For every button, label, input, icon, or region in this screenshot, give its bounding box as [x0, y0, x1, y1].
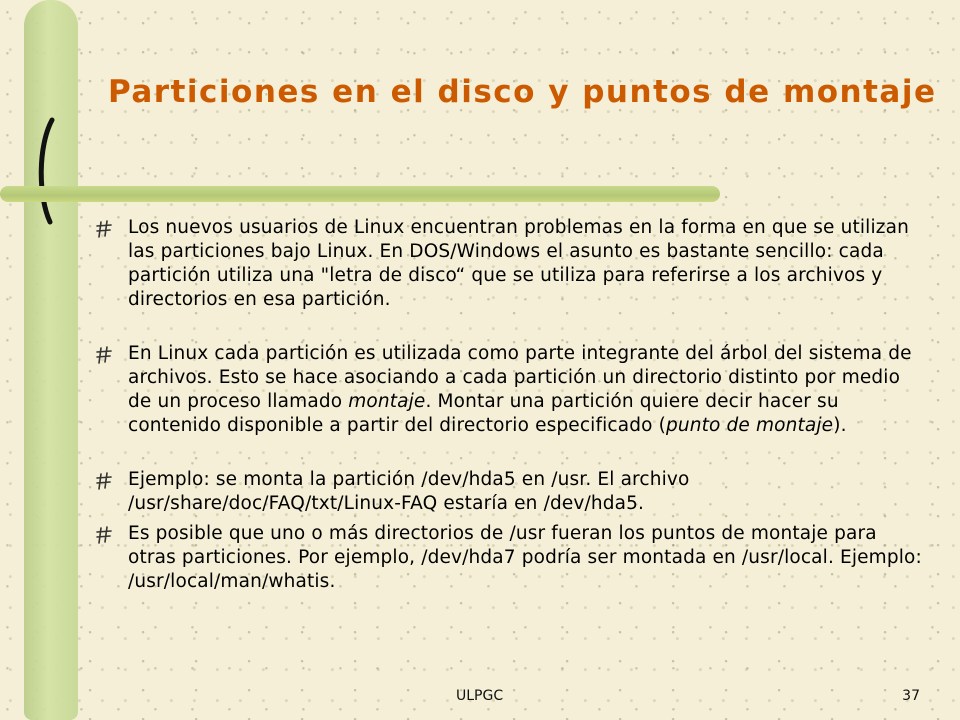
left-decorative-bar	[24, 0, 78, 720]
footer-label: ULPGC	[456, 688, 504, 704]
bullet-text: Los nuevos usuarios de Linux encuentran problemas en la forma en que se utilizan las particiones bajo Linux. En DOS/Windows el asunto es bastante sencillo: cada partición utiliza una "letra de disco“ que se utiliza para referirse a los archivos y directorios en esa partición.	[128, 217, 909, 310]
title-underline-bar	[0, 186, 720, 202]
bullet-item	[96, 216, 926, 312]
page-number: 37	[902, 688, 920, 704]
bullet-text: . Montar una partición quiere decir hacer su contenido disponible a partir del directorio especificado (	[128, 391, 839, 436]
bullet-item	[96, 468, 926, 516]
bullet-marker-icon	[96, 472, 116, 490]
bullet-emphasis: punto de montaje	[665, 415, 834, 436]
bullet-marker-icon	[96, 346, 116, 364]
bullet-item	[96, 342, 926, 438]
bullet-marker-icon	[96, 220, 116, 238]
bullet-text: ).	[833, 415, 847, 436]
bullet-text: En Linux cada partición es utilizada como parte integrante del árbol del sistema de archivos. Esto se hace asociando a cada partición un directorio distinto por medio de un proceso llamado	[128, 343, 912, 412]
bullet-marker-icon	[96, 526, 116, 544]
bullet-text: Ejemplo: se monta la partición /dev/hda5 en /usr. El archivo /usr/share/doc/FAQ/txt/Linux-FAQ estaría en /dev/hda5.	[128, 469, 690, 514]
bracket-decoration-icon	[30, 116, 60, 226]
bullet-emphasis: montaje	[348, 391, 426, 412]
bullet-list	[96, 216, 926, 594]
slide-title: Particiones en el disco y puntos de montaje	[108, 74, 937, 110]
bullet-item	[96, 522, 926, 594]
bullet-text: Es posible que uno o más directorios de /usr fueran los puntos de montaje para otras particiones. Por ejemplo, /dev/hda7 podría ser montada en /usr/local. Ejemplo: /usr/local/man/whatis.	[128, 523, 922, 592]
